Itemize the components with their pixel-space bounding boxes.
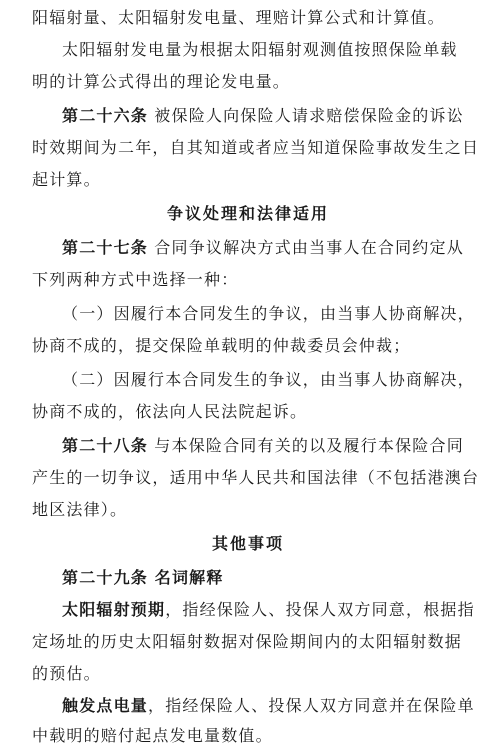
text-line: 协商不成的，提交保险单载明的仲裁委员会仲裁； <box>32 336 411 355</box>
article-26-first-line <box>0 104 496 128</box>
article-text: 合同争议解决方式由当事人在合同约定从 <box>148 238 464 257</box>
clause-item: （二）因履行本合同发生的争议，由当事人协商解决， <box>62 370 475 389</box>
article-title: 名词解释 <box>148 568 224 587</box>
text-line: 中载明的赔付起点发电量数值。 <box>32 726 273 745</box>
article-text: 与本保险合同有关的以及履行本保险合同 <box>148 436 464 455</box>
text-line: 产生的一切争议，适用中华人民共和国法律（不包括港澳台 <box>32 468 480 487</box>
definition-text: ，指经保险人、投保人双方同意，根据指 <box>165 600 475 619</box>
article-number: 第二十六条 <box>62 106 149 125</box>
defined-term: 触发点电量 <box>62 696 149 715</box>
text-line: 定场址的历史太阳辐射数据对保险期间内的太阳辐射数据 <box>32 632 463 651</box>
definition-text: ，指经保险人、投保人双方同意并在保险单 <box>148 696 475 715</box>
paragraph-first-line: 太阳辐射发电量为根据太阳辐射观测值按照保险单载 <box>62 40 458 59</box>
text-line: 下列两种方式中选择一种： <box>32 270 239 289</box>
text-line: 地区法律）。 <box>32 500 128 519</box>
section-heading: 争议处理和法律适用 <box>166 204 329 223</box>
text-line: 起计算。 <box>32 170 101 189</box>
section-heading: 其他事项 <box>211 534 284 553</box>
text-line: 时效期间为二年，自其知道或者应当知道保险事故发生之日 <box>32 138 480 157</box>
definition-first-line <box>0 694 496 718</box>
text-line: 阳辐射量、太阳辐射发电量、理赔计算公式和计算值。 <box>32 8 445 27</box>
article-29-first-line <box>0 566 496 590</box>
article-28-first-line <box>0 434 496 458</box>
article-number: 第二十九条 <box>62 568 149 587</box>
text-line: 的预估。 <box>32 664 101 683</box>
article-27-first-line <box>0 236 496 260</box>
text-line: 协商不成的，依法向人民法院起诉。 <box>32 402 308 421</box>
text-line: 明的计算公式得出的理论发电量。 <box>32 72 291 91</box>
article-text: 被保险人向保险人请求赔偿保险金的诉讼 <box>148 106 464 125</box>
article-number: 第二十八条 <box>62 436 149 455</box>
article-number: 第二十七条 <box>62 238 149 257</box>
clause-item: （一）因履行本合同发生的争议，由当事人协商解决， <box>62 304 475 323</box>
definition-first-line <box>0 598 496 622</box>
defined-term: 太阳辐射预期 <box>62 600 166 619</box>
